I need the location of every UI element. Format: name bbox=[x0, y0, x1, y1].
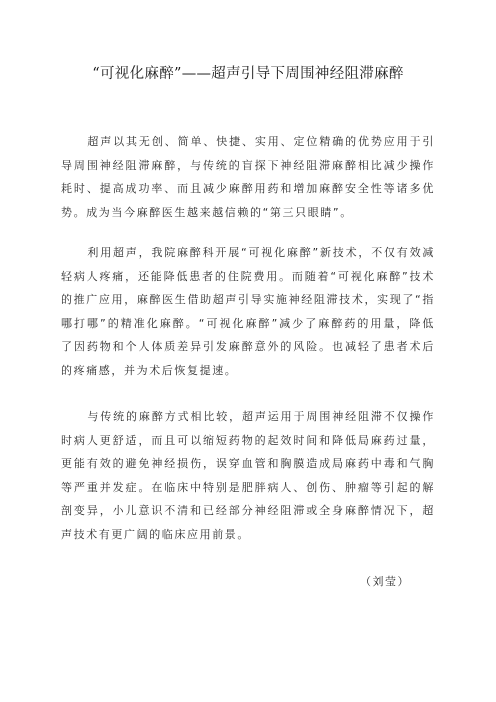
paragraph-text: 与传统的麻醉方式相比较，超声运用于周围神经阻滞不仅操作时病人更舒适，而且可以缩短药物的起效时间和降低局麻药过量，更能有效的避免神经损伤，误穿血管和胸膜造成局麻药中毒和气胸等严重并发症。在临床中特别是肥胖病人、创伤、肿瘤等引起的解剖变异，小儿意识不清和已经部分神经阻滞或全身麻醉情况下，超声技术有更广阔的临床应用前景。 bbox=[61, 410, 435, 541]
paragraph-1 bbox=[61, 130, 435, 224]
document-title: “可视化麻醉”——超声引导下周围神经阻滞麻醉 bbox=[92, 66, 404, 82]
paragraph-text: 超声以其无创、简单、快捷、实用、定位精确的优势应用于引导周围神经阻滞麻醉，与传统的盲探下神经阻滞麻醉相比减少操作耗时、提高成功率、而且减少麻醉用药和增加麻醉安全性等诸多优势。成为当今麻醉医生越来越信赖的“第三只眼睛”。 bbox=[61, 135, 435, 219]
paragraph-2 bbox=[61, 241, 435, 382]
author-signature: （刘莹） bbox=[360, 575, 410, 588]
paragraph-3 bbox=[61, 405, 435, 546]
paragraph-text: 利用超声，我院麻醉科开展“可视化麻醉”新技术，不仅有效减轻病人疼痛，还能降低患者的住院费用。而随着“可视化麻醉”技术的推广应用，麻醉医生借助超声引导实施神经阻滞技术，实现了“指哪打哪”的精准化麻醉。“可视化麻醉”减少了麻醉药的用量，降低了因药物和个人体质差异引发麻醉意外的风险。也减轻了患者术后的疼痛感，并为术后恢复提速。 bbox=[61, 246, 435, 377]
